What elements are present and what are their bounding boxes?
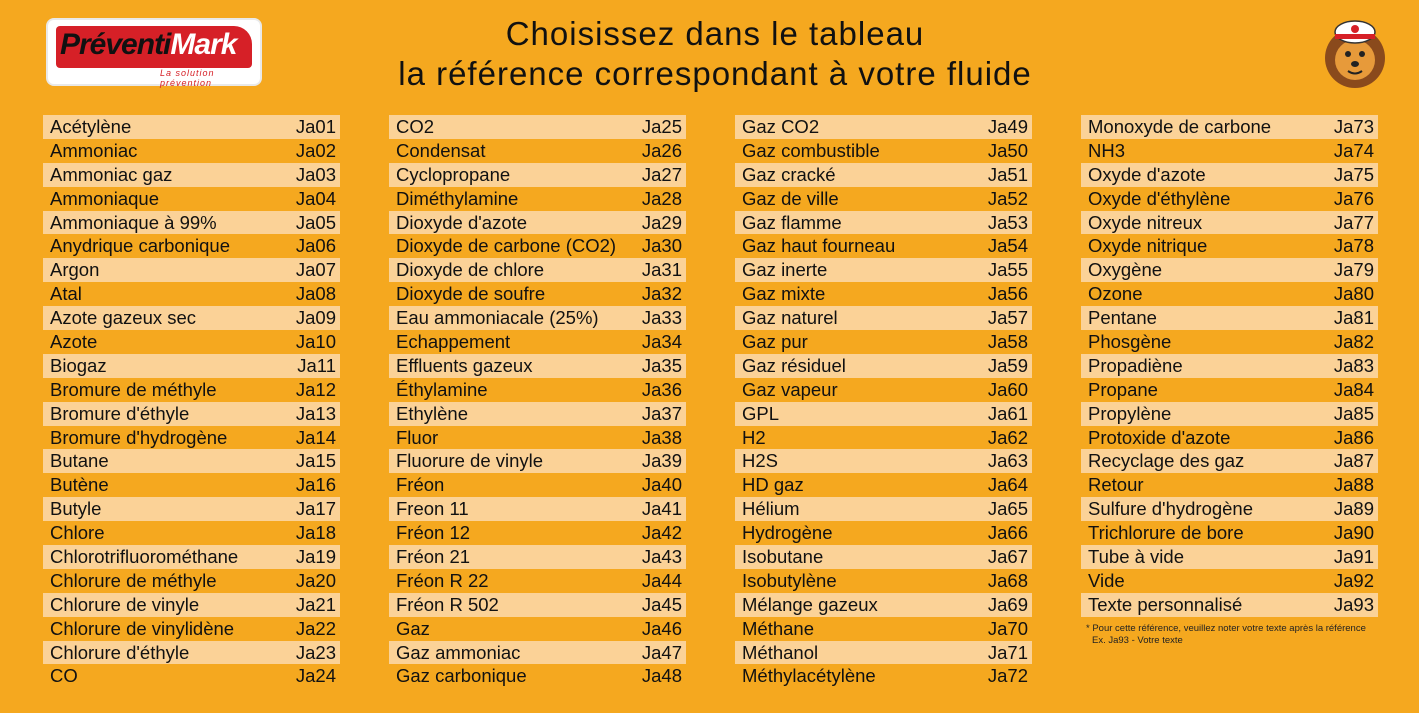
- fluid-name: Oxyde d'azote: [1088, 163, 1206, 185]
- fluid-reference: Ja38: [641, 426, 682, 448]
- title-line-1: Choisissez dans le tableau: [505, 15, 925, 52]
- table-row: [389, 497, 686, 521]
- table-row: [389, 664, 686, 688]
- fluid-name: Propadiène: [1088, 354, 1183, 376]
- table-row: [43, 115, 340, 139]
- table-row: [735, 641, 1032, 665]
- fluid-name: Ethylène: [396, 402, 468, 424]
- table-row: [735, 426, 1032, 450]
- fluid-name: Gaz résiduel: [742, 354, 846, 376]
- fluid-reference: Ja92: [1333, 569, 1374, 591]
- table-row: [735, 354, 1032, 378]
- fluid-reference: Ja70: [987, 617, 1028, 639]
- fluid-name: Chlorure d'éthyle: [50, 641, 190, 663]
- fluid-reference: Ja84: [1333, 378, 1374, 400]
- fluid-reference: Ja71: [987, 641, 1028, 663]
- fluid-name: Gaz pur: [742, 330, 808, 352]
- table-row: [43, 306, 340, 330]
- fluid-name: Propane: [1088, 378, 1158, 400]
- fluid-name: GPL: [742, 402, 780, 424]
- title-line-2: la référence correspondant à votre fluide: [398, 55, 1032, 92]
- fluid-reference: Ja30: [641, 235, 682, 257]
- table-row: [389, 545, 686, 569]
- fluid-reference: Ja18: [295, 522, 336, 544]
- fluid-reference: Ja49: [987, 115, 1028, 137]
- fluid-name: HD gaz: [742, 474, 804, 496]
- fluid-name: Recyclage des gaz: [1088, 450, 1245, 472]
- column-4: [1081, 115, 1378, 617]
- fluid-reference: Ja68: [987, 569, 1028, 591]
- table-row: [1081, 306, 1378, 330]
- fluid-reference: Ja91: [1333, 545, 1374, 567]
- fluid-name: Méthanol: [742, 641, 819, 663]
- fluid-name: Chlorure de méthyle: [50, 569, 217, 591]
- table-row: [389, 617, 686, 641]
- fluid-name: Chlorure de vinylidène: [50, 617, 235, 639]
- fluid-name: Tube à vide: [1088, 545, 1184, 567]
- table-row: [1081, 449, 1378, 473]
- table-row: [735, 402, 1032, 426]
- fluid-name: Bromure de méthyle: [50, 378, 217, 400]
- fluid-reference: Ja15: [295, 450, 336, 472]
- fluid-name: H2S: [742, 450, 778, 472]
- fluid-name: Gaz vapeur: [742, 378, 838, 400]
- fluid-reference: Ja16: [295, 474, 336, 496]
- table-row: [735, 234, 1032, 258]
- fluid-name: Freon 11: [396, 498, 469, 520]
- fluid-name: Méthane: [742, 617, 814, 639]
- fluid-reference: Ja74: [1333, 139, 1374, 161]
- fluid-name: Oxygène: [1088, 259, 1163, 281]
- fluid-name: Azote gazeux sec: [50, 307, 197, 329]
- fluid-name: Butane: [50, 450, 109, 472]
- fluid-reference: Ja58: [987, 330, 1028, 352]
- fluid-reference: Ja60: [987, 378, 1028, 400]
- fluid-name: Gaz ammoniac: [396, 641, 521, 663]
- fluid-name: CO: [50, 665, 78, 687]
- table-row: [43, 641, 340, 665]
- fluid-reference: Ja54: [987, 235, 1028, 257]
- fluid-name: Gaz mixte: [742, 283, 826, 305]
- fluid-reference: Ja52: [987, 187, 1028, 209]
- fluid-name: Phosgène: [1088, 330, 1172, 352]
- table-row: [1081, 115, 1378, 139]
- fluid-reference: Ja82: [1333, 330, 1374, 352]
- fluid-name: Ammoniac gaz: [50, 163, 173, 185]
- table-row: [389, 354, 686, 378]
- table-row: [1081, 258, 1378, 282]
- table-row: [389, 521, 686, 545]
- column-3: [735, 115, 1032, 688]
- table-row: [735, 521, 1032, 545]
- fluid-reference: Ja37: [641, 402, 682, 424]
- footnote-line-1: * Pour cette référence, veuillez noter votre texte après la référence: [1086, 623, 1366, 634]
- footnote-line-2: Ex. Ja93 - Votre texte: [1092, 635, 1183, 646]
- table-row: [43, 521, 340, 545]
- table-row: [43, 258, 340, 282]
- table-row: [735, 545, 1032, 569]
- fluid-reference: Ja04: [295, 187, 336, 209]
- fluid-name: Ammoniaque à 99%: [50, 211, 217, 233]
- fluid-reference: Ja69: [987, 593, 1028, 615]
- fluid-name: Gaz cracké: [742, 163, 836, 185]
- fluid-name: Gaz naturel: [742, 307, 838, 329]
- fluid-name: Gaz: [396, 617, 430, 639]
- fluid-reference: Ja61: [987, 402, 1028, 424]
- fluid-reference: Ja57: [987, 307, 1028, 329]
- fluid-reference: Ja63: [987, 450, 1028, 472]
- column-1: [43, 115, 340, 688]
- fluid-reference: Ja31: [641, 259, 682, 281]
- fluid-name: Isobutane: [742, 545, 824, 567]
- fluid-name: Hélium: [742, 498, 800, 520]
- fluid-name: Bromure d'éthyle: [50, 402, 190, 424]
- table-row: [43, 473, 340, 497]
- table-row: [43, 402, 340, 426]
- fluid-reference: Ja81: [1333, 307, 1374, 329]
- fluid-reference: Ja24: [295, 665, 336, 687]
- table-row: [389, 163, 686, 187]
- fluid-reference: Ja19: [295, 545, 336, 567]
- fluid-name: Condensat: [396, 139, 486, 161]
- fluid-name: Dioxyde d'azote: [396, 211, 528, 233]
- table-row: [735, 211, 1032, 235]
- logo-slogan: La solution prévention: [160, 68, 215, 88]
- fluid-reference: Ja28: [641, 187, 682, 209]
- table-row: [43, 617, 340, 641]
- fluid-name: Biogaz: [50, 354, 107, 376]
- table-row: [389, 449, 686, 473]
- table-row: [1081, 234, 1378, 258]
- table-row: [43, 664, 340, 688]
- fluid-reference: Ja09: [295, 307, 336, 329]
- fluid-reference: Ja32: [641, 283, 682, 305]
- fluid-name: Butyle: [50, 498, 102, 520]
- fluid-name: Hydrogène: [742, 522, 833, 544]
- fluid-name: Propylène: [1088, 402, 1172, 424]
- fluid-reference: Ja80: [1333, 283, 1374, 305]
- table-row: [735, 282, 1032, 306]
- fluid-name: Mélange gazeux: [742, 593, 878, 615]
- fluid-name: Anydrique carbonique: [50, 235, 230, 257]
- table-row: [389, 330, 686, 354]
- table-row: [389, 139, 686, 163]
- table-row: [735, 163, 1032, 187]
- table-row: [43, 187, 340, 211]
- table-row: [389, 378, 686, 402]
- fluid-name: Cyclopropane: [396, 163, 511, 185]
- fluid-reference: Ja77: [1333, 211, 1374, 233]
- table-row: [389, 234, 686, 258]
- fluid-name: Chlore: [50, 522, 105, 544]
- table-row: [1081, 354, 1378, 378]
- fluid-reference: Ja85: [1333, 402, 1374, 424]
- table-row: [735, 139, 1032, 163]
- table-row: [43, 426, 340, 450]
- fluid-reference: Ja44: [641, 569, 682, 591]
- table-row: [735, 306, 1032, 330]
- fluid-reference: Ja86: [1333, 426, 1374, 448]
- table-row: [43, 449, 340, 473]
- fluid-name: Effluents gazeux: [396, 354, 533, 376]
- fluid-reference: Ja79: [1333, 259, 1374, 281]
- fluid-reference: Ja26: [641, 139, 682, 161]
- fluid-reference: Ja83: [1333, 354, 1374, 376]
- table-row: [1081, 163, 1378, 187]
- table-row: [43, 282, 340, 306]
- table-row: [389, 258, 686, 282]
- table-row: [735, 593, 1032, 617]
- fluid-reference: Ja27: [641, 163, 682, 185]
- fluid-name: Éthylamine: [396, 378, 488, 400]
- logo-brand-b: Mark: [170, 28, 237, 61]
- fluid-reference: Ja20: [295, 569, 336, 591]
- table-row: [389, 402, 686, 426]
- fluid-name: CO2: [396, 115, 435, 137]
- fluid-reference: Ja12: [295, 378, 336, 400]
- fluid-name: Fréon: [396, 474, 445, 496]
- fluid-reference: Ja21: [295, 593, 336, 615]
- fluid-reference: Ja39: [641, 450, 682, 472]
- fluid-name: Sulfure d'hydrogène: [1088, 498, 1254, 520]
- fluid-name: Oxyde d'éthylène: [1088, 187, 1231, 209]
- fluid-reference: Ja66: [987, 522, 1028, 544]
- fluid-name: Bromure d'hydrogène: [50, 426, 228, 448]
- fluid-name: Gaz flamme: [742, 211, 842, 233]
- table-row: [735, 664, 1032, 688]
- fluid-name: Chlorure de vinyle: [50, 593, 200, 615]
- fluid-name: Chlorotrifluorométhane: [50, 545, 239, 567]
- fluid-reference: Ja78: [1333, 235, 1374, 257]
- table-row: [389, 593, 686, 617]
- table-row: [389, 569, 686, 593]
- fluid-reference: Ja40: [641, 474, 682, 496]
- fluid-reference: Ja45: [641, 593, 682, 615]
- fluid-reference: Ja46: [641, 617, 682, 639]
- fluid-reference: Ja76: [1333, 187, 1374, 209]
- fluid-reference: Ja90: [1333, 522, 1374, 544]
- fluid-name: Dioxyde de carbone (CO2): [396, 235, 617, 257]
- lion-mascot-icon: [1320, 16, 1390, 92]
- fluid-name: Fréon R 22: [396, 569, 489, 591]
- fluid-reference: Ja06: [295, 235, 336, 257]
- fluid-name: Retour: [1088, 474, 1144, 496]
- table-row: [735, 617, 1032, 641]
- table-row: [735, 497, 1032, 521]
- fluid-reference: Ja72: [987, 665, 1028, 687]
- fluid-reference: Ja51: [987, 163, 1028, 185]
- fluid-name: Vide: [1088, 569, 1125, 591]
- fluid-reference: Ja48: [641, 665, 682, 687]
- fluid-name: Gaz CO2: [742, 115, 820, 137]
- fluid-reference: Ja02: [295, 139, 336, 161]
- fluid-name: Texte personnalisé: [1088, 593, 1243, 615]
- fluid-reference: Ja75: [1333, 163, 1374, 185]
- fluid-name: H2: [742, 426, 766, 448]
- fluid-reference: Ja41: [641, 498, 682, 520]
- table-row: [1081, 545, 1378, 569]
- fluid-reference: Ja23: [295, 641, 336, 663]
- fluid-reference: Ja93: [1333, 593, 1374, 615]
- fluid-name: Protoxide d'azote: [1088, 426, 1231, 448]
- fluid-reference: Ja65: [987, 498, 1028, 520]
- footnote: [1086, 623, 1366, 647]
- fluid-reference: Ja64: [987, 474, 1028, 496]
- table-row: [735, 330, 1032, 354]
- fluid-reference: Ja36: [641, 378, 682, 400]
- fluid-name: Gaz carbonique: [396, 665, 527, 687]
- fluid-reference: Ja47: [641, 641, 682, 663]
- table-row: [43, 234, 340, 258]
- table-row: [1081, 139, 1378, 163]
- table-row: [1081, 521, 1378, 545]
- fluid-name: Atal: [50, 283, 82, 305]
- table-row: [43, 545, 340, 569]
- fluid-reference: Ja01: [295, 115, 336, 137]
- fluid-name: Gaz combustible: [742, 139, 880, 161]
- fluid-reference: Ja10: [295, 330, 336, 352]
- table-row: [43, 163, 340, 187]
- table-row: [1081, 330, 1378, 354]
- fluid-name: Isobutylène: [742, 569, 837, 591]
- table-row: [1081, 378, 1378, 402]
- table-row: [1081, 497, 1378, 521]
- fluid-reference: Ja14: [295, 426, 336, 448]
- fluid-name: Oxyde nitreux: [1088, 211, 1203, 233]
- fluid-reference: Ja59: [987, 354, 1028, 376]
- fluid-reference: Ja03: [295, 163, 336, 185]
- logo-brand: [60, 28, 236, 62]
- fluid-reference: Ja42: [641, 522, 682, 544]
- fluid-name: Dioxyde de soufre: [396, 283, 546, 305]
- table-row: [1081, 426, 1378, 450]
- fluid-reference: Ja53: [987, 211, 1028, 233]
- table-row: [389, 306, 686, 330]
- fluid-reference: Ja87: [1333, 450, 1374, 472]
- fluid-name: Fréon 12: [396, 522, 471, 544]
- table-row: [43, 354, 340, 378]
- fluid-name: Butène: [50, 474, 109, 496]
- fluid-name: Trichlorure de bore: [1088, 522, 1244, 544]
- fluid-reference: Ja29: [641, 211, 682, 233]
- fluid-reference: Ja33: [641, 307, 682, 329]
- table-row: [389, 641, 686, 665]
- table-row: [735, 449, 1032, 473]
- table-row: [735, 473, 1032, 497]
- fluid-name: Azote: [50, 330, 98, 352]
- fluid-reference: Ja56: [987, 283, 1028, 305]
- fluid-name: Argon: [50, 259, 100, 281]
- fluid-name: Fluorure de vinyle: [396, 450, 544, 472]
- table-row: [389, 282, 686, 306]
- fluid-name: Dioxyde de chlore: [396, 259, 545, 281]
- fluid-name: Eau ammoniacale (25%): [396, 307, 599, 329]
- table-row: [735, 569, 1032, 593]
- fluid-name: Ammoniaque: [50, 187, 160, 209]
- fluid-reference: Ja73: [1333, 115, 1374, 137]
- table-row: [43, 593, 340, 617]
- table-row: [735, 258, 1032, 282]
- fluid-name: Acétylène: [50, 115, 132, 137]
- table-row: [43, 330, 340, 354]
- fluid-name: NH3: [1088, 139, 1126, 161]
- table-row: [735, 378, 1032, 402]
- page-title: [300, 14, 1130, 94]
- fluid-reference: Ja11: [297, 354, 336, 376]
- table-row: [389, 426, 686, 450]
- fluid-reference: Ja89: [1333, 498, 1374, 520]
- fluid-reference: Ja35: [641, 354, 682, 376]
- fluid-name: Echappement: [396, 330, 511, 352]
- fluid-name: Méthylacétylène: [742, 665, 876, 687]
- fluid-name: Gaz haut fourneau: [742, 235, 896, 257]
- table-row: [389, 115, 686, 139]
- fluid-reference: Ja55: [987, 259, 1028, 281]
- fluid-reference: Ja25: [641, 115, 682, 137]
- column-2: [389, 115, 686, 688]
- fluid-reference: Ja62: [987, 426, 1028, 448]
- fluid-name: Gaz inerte: [742, 259, 828, 281]
- fluid-reference: Ja43: [641, 545, 682, 567]
- table-row: [389, 211, 686, 235]
- table-row: [1081, 211, 1378, 235]
- table-row: [1081, 473, 1378, 497]
- fluid-reference: Ja50: [987, 139, 1028, 161]
- fluid-reference: Ja13: [295, 402, 336, 424]
- fluid-reference: Ja08: [295, 283, 336, 305]
- fluid-reference: Ja17: [295, 498, 336, 520]
- table-row: [43, 211, 340, 235]
- table-row: [389, 473, 686, 497]
- preventimark-logo: [48, 20, 260, 88]
- fluid-reference: Ja67: [987, 545, 1028, 567]
- fluid-reference: Ja05: [295, 211, 336, 233]
- table-row: [43, 569, 340, 593]
- table-row: [389, 187, 686, 211]
- fluid-reference: Ja22: [295, 617, 336, 639]
- fluid-name: Ammoniac: [50, 139, 138, 161]
- table-row: [735, 187, 1032, 211]
- fluid-name: Fluor: [396, 426, 439, 448]
- fluid-name: Fréon R 502: [396, 593, 499, 615]
- table-row: [735, 115, 1032, 139]
- table-row: [1081, 569, 1378, 593]
- fluid-name: Gaz de ville: [742, 187, 839, 209]
- table-row: [43, 497, 340, 521]
- table-row: [1081, 282, 1378, 306]
- fluid-name: Pentane: [1088, 307, 1157, 329]
- fluid-reference: Ja34: [641, 330, 682, 352]
- fluid-name: Diméthylamine: [396, 187, 519, 209]
- logo-brand-a: Préventi: [60, 28, 171, 61]
- table-row: [1081, 187, 1378, 211]
- fluid-name: Monoxyde de carbone: [1088, 115, 1272, 137]
- table-row: [1081, 402, 1378, 426]
- fluid-name: Ozone: [1088, 283, 1143, 305]
- fluid-name: Fréon 21: [396, 545, 471, 567]
- table-row: [43, 139, 340, 163]
- fluid-name: Oxyde nitrique: [1088, 235, 1208, 257]
- fluid-reference: Ja07: [295, 259, 336, 281]
- fluid-reference: Ja88: [1333, 474, 1374, 496]
- table-row: [1081, 593, 1378, 617]
- table-row: [43, 378, 340, 402]
